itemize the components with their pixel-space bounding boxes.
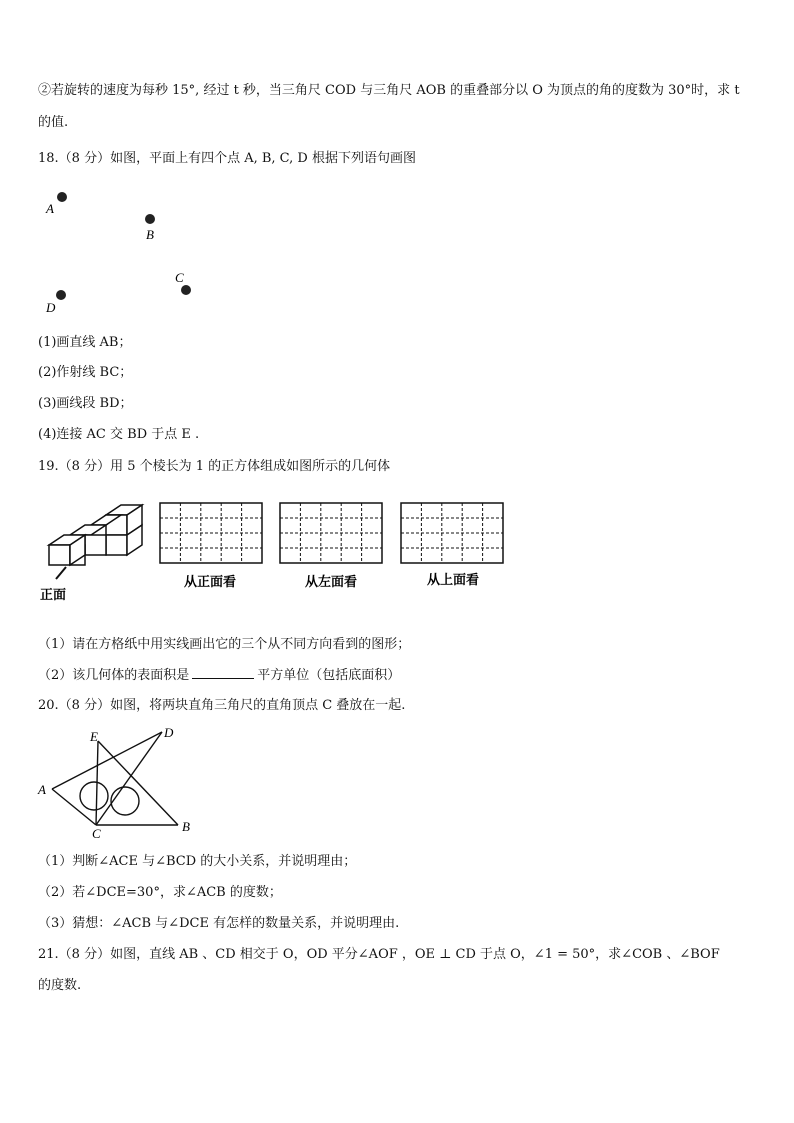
- point-b: [145, 214, 155, 224]
- q18-item-2: (2)作射线 BC；: [38, 365, 133, 380]
- q17-text-line2: 的值.: [38, 115, 69, 130]
- grid-front: [160, 503, 262, 563]
- q18-item-4: (4)连接 AC 交 BD 于点 E .: [38, 427, 200, 442]
- q18-title: 18.（8 分）如图，平面上有四个点 A, B, C, D 根据下列语句画图: [38, 151, 416, 166]
- q21-text-line1: 21.（8 分）如图，直线 AB 、CD 相交于 O，OD 平分∠AOF ，OE ⊥ CD 于点 O，∠1 = 50°，求∠COB 、∠BOF: [38, 947, 720, 962]
- answer-blank: [192, 666, 254, 679]
- label-a: A: [38, 782, 46, 797]
- label-c: C: [175, 270, 184, 285]
- point-d: [56, 290, 66, 300]
- cube-solid: [49, 505, 142, 565]
- front-arrow: [56, 567, 66, 579]
- q21-text-line2: 的度数.: [38, 978, 82, 993]
- label-c: C: [92, 826, 101, 841]
- q20-figure: [38, 724, 208, 842]
- label-e: E: [90, 729, 98, 744]
- q19-title: 19.（8 分）用 5 个棱长为 1 的正方体组成如图所示的几何体: [38, 459, 391, 474]
- grid-top: [401, 503, 503, 563]
- label-a: A: [46, 201, 54, 216]
- front-label: 正面: [40, 588, 67, 603]
- point-a: [57, 192, 67, 202]
- q19-item-2-suffix: 平方单位（包括底面积）: [257, 668, 401, 683]
- q19-item-2-prefix: （2）该几何体的表面积是: [38, 668, 190, 683]
- label-b: B: [146, 227, 154, 242]
- q20-title: 20.（8 分）如图，将两块直角三角尺的直角顶点 C 叠放在一起.: [38, 698, 406, 713]
- q19-item-2: [38, 666, 400, 685]
- grid-caption-top: 从上面看: [427, 573, 480, 588]
- q19-item-1: （1）请在方格纸中用实线画出它的三个从不同方向看到的图形；: [38, 637, 411, 652]
- q18-figure: [38, 180, 218, 320]
- q20-item-3: （3）猜想：∠ACB 与∠DCE 有怎样的数量关系，并说明理由.: [38, 916, 400, 931]
- grid-caption-front: 从正面看: [184, 575, 237, 590]
- q19-figure: [38, 495, 518, 610]
- label-b: B: [182, 819, 190, 834]
- q20-item-1: （1）判断∠ACE 与∠BCD 的大小关系，并说明理由；: [38, 854, 357, 869]
- q17-text-line1: ②若旋转的速度为每秒 15°, 经过 t 秒，当三角尺 COD 与三角尺 AOB 的重叠部分以 O 为顶点的角的度数为 30°时，求 t: [38, 83, 740, 98]
- label-d: D: [164, 725, 174, 740]
- point-c: [181, 285, 191, 295]
- q18-item-3: (3)画线段 BD；: [38, 396, 133, 411]
- grid-left: [280, 503, 382, 563]
- q20-item-2: （2）若∠DCE=30°，求∠ACB 的度数；: [38, 885, 282, 900]
- q18-item-1: (1)画直线 AB；: [38, 335, 132, 350]
- label-d: D: [46, 300, 56, 315]
- grid-caption-left: 从左面看: [305, 575, 358, 590]
